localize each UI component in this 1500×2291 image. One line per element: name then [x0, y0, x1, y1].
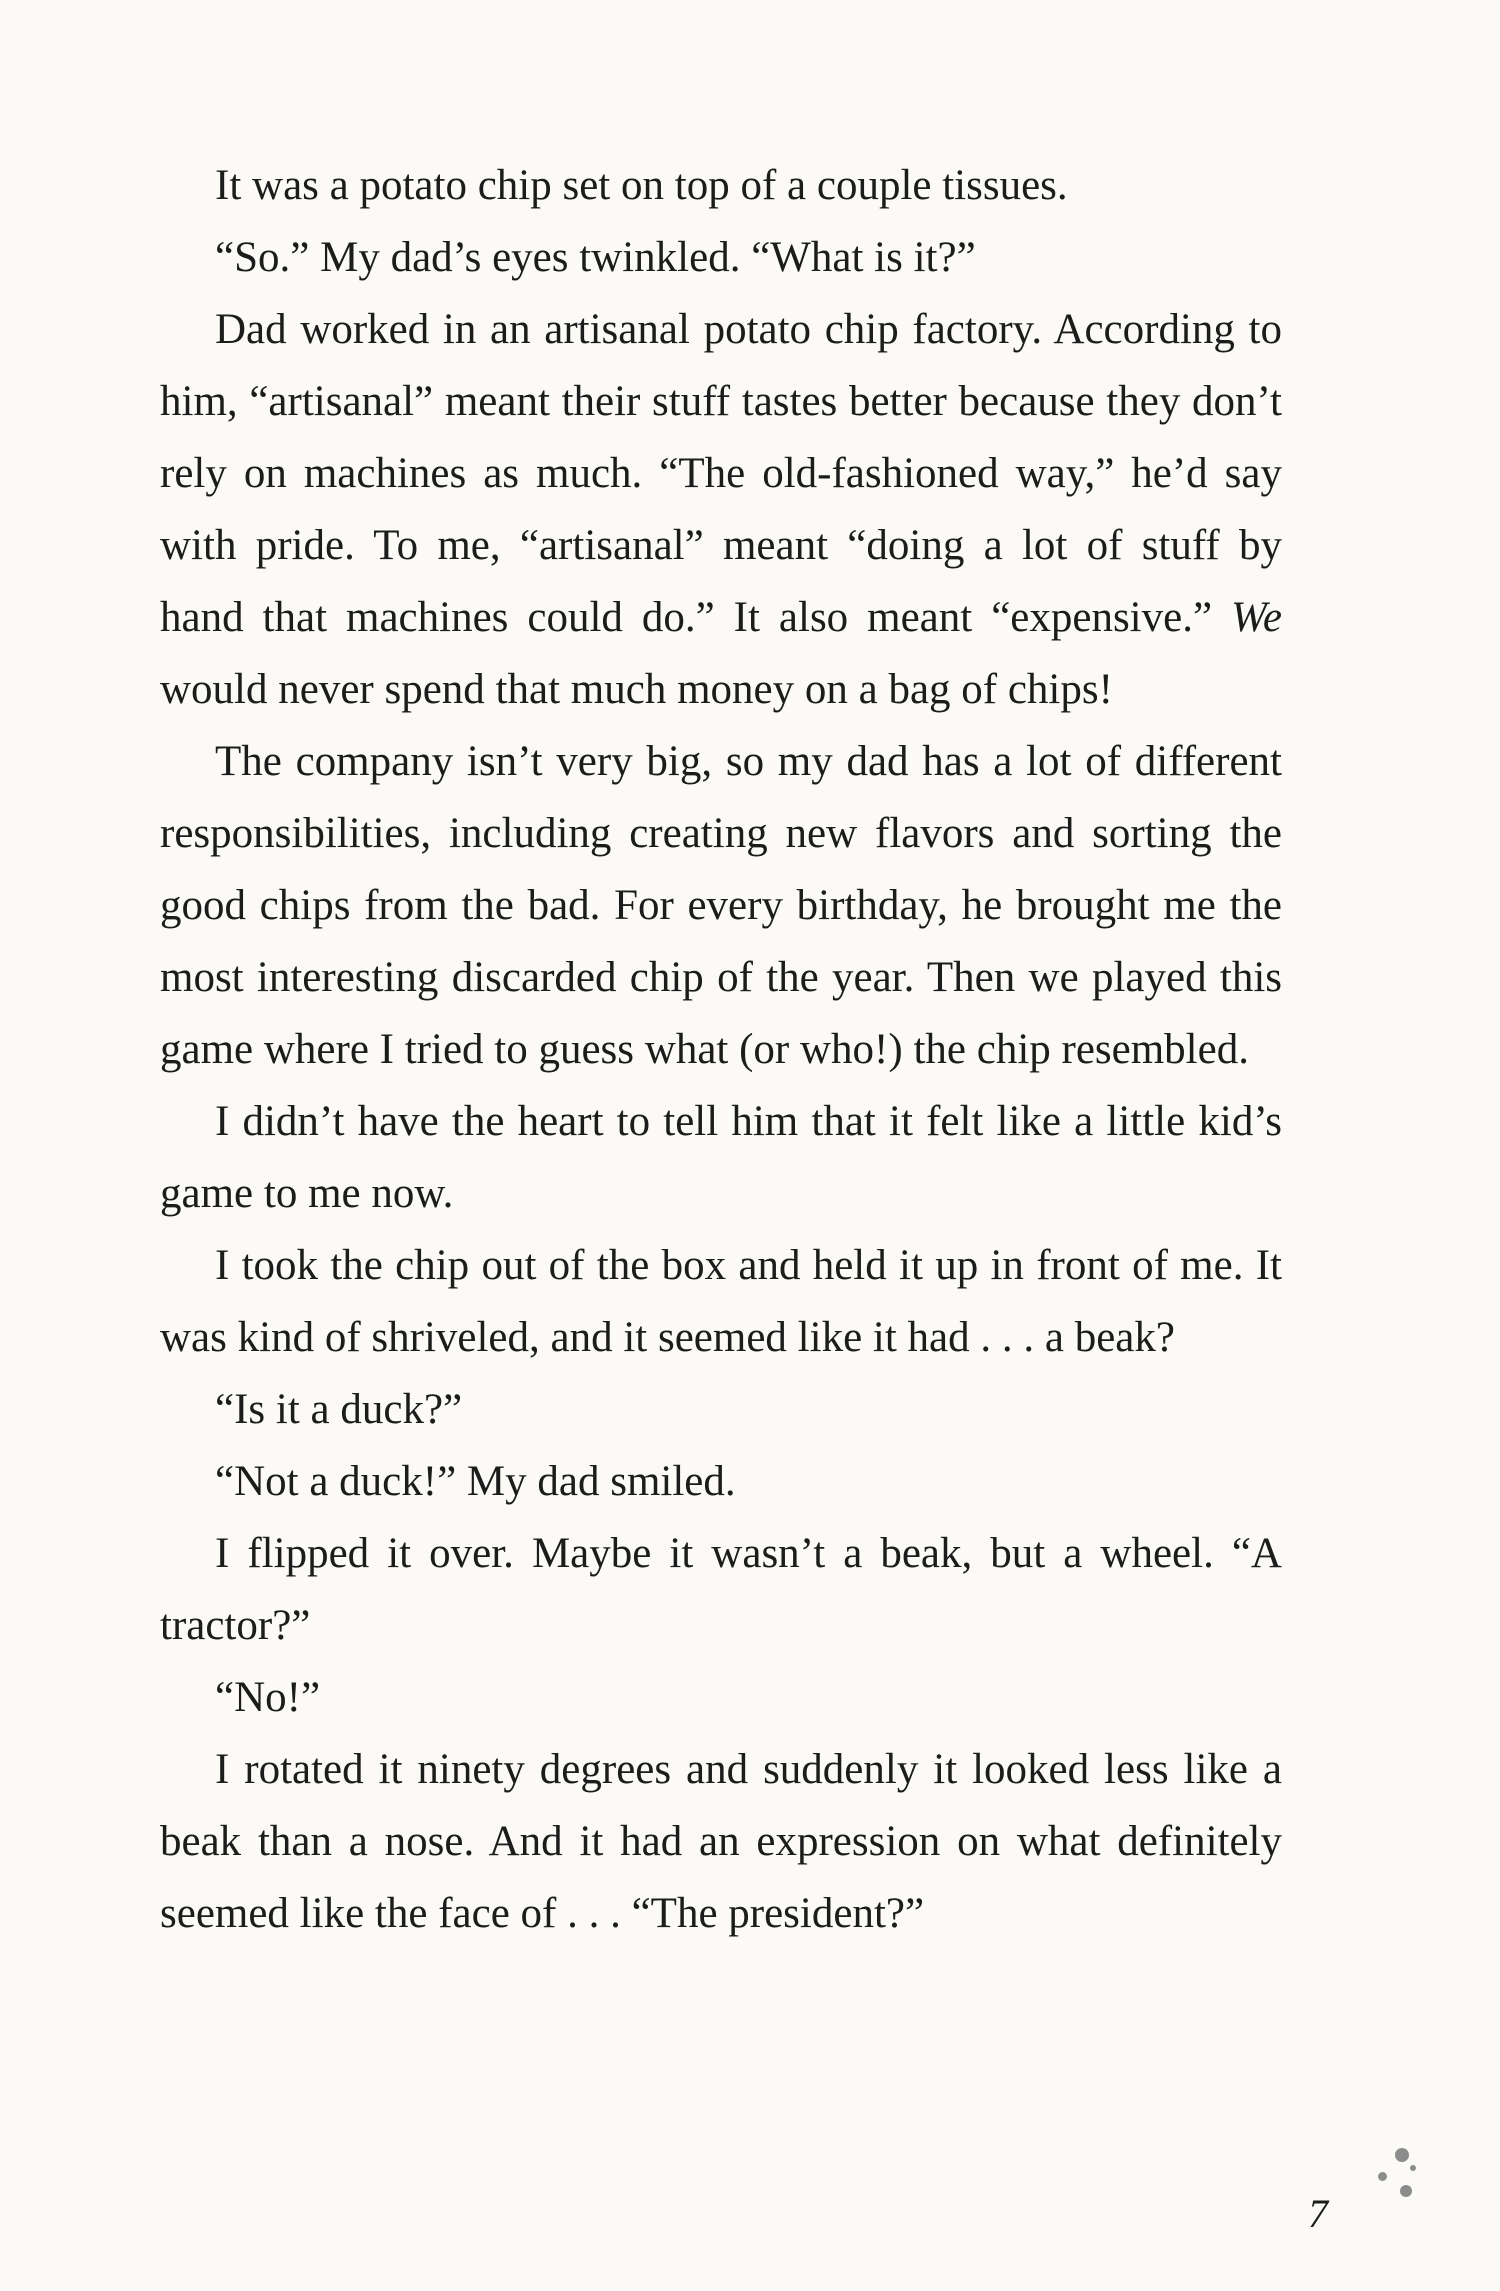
paragraph-6: I took the chip out of the box and held it up in front of me. It was kind of shriveled, and it seemed like it had . . . a beak? — [160, 1242, 1282, 1361]
paragraph-3 — [160, 294, 1282, 726]
paragraph-3-start: Dad worked in an artisanal potato chip factory. According to him, “artisanal” meant their stuff tastes better because they don’t rely on machines as much. “The old-fashioned way,” he’d say with pride. To me, “artisanal” meant “doing a lot of stuff by hand that machines could do.” It also meant “expensive.” — [160, 306, 1282, 641]
paragraph-8: “Not a duck!” My dad smiled. — [215, 1458, 736, 1505]
paragraph-9: I flipped it over. Maybe it wasn’t a beak, but a wheel. “A tractor?” — [160, 1530, 1282, 1649]
ink-speck — [1410, 2165, 1416, 2171]
paragraph-3-end: would never spend that much money on a bag of chips! — [160, 666, 1113, 713]
page-number: 7 — [1308, 2191, 1328, 2236]
paragraph-2: “So.” My dad’s eyes twinkled. “What is it?” — [215, 234, 976, 281]
ink-speck — [1400, 2185, 1412, 2197]
paragraph-4: The company isn’t very big, so my dad has a lot of different responsibilities, including creating new flavors and sorting the good chips from the bad. For every birthday, he brought me the most interesting discarded chip of the year. Then we played this game where I tried to guess what (or who!) the chip resembled. — [160, 738, 1282, 1073]
ink-speck — [1378, 2172, 1387, 2181]
paragraph-10: “No!” — [215, 1674, 321, 1721]
paragraph-1: It was a potato chip set on top of a couple tissues. — [215, 162, 1068, 209]
ink-speck — [1395, 2148, 1409, 2162]
paragraph-3-emphasis: We — [1231, 594, 1282, 641]
paragraph-5: I didn’t have the heart to tell him that it felt like a little kid’s game to me now. — [160, 1098, 1282, 1217]
paragraph-7: “Is it a duck?” — [215, 1386, 463, 1433]
body-text — [160, 150, 1282, 1950]
paragraph-11: I rotated it ninety degrees and suddenly it looked less like a beak than a nose. And it had an expression on what definitely seemed like the face of . . . “The president?” — [160, 1746, 1282, 1937]
